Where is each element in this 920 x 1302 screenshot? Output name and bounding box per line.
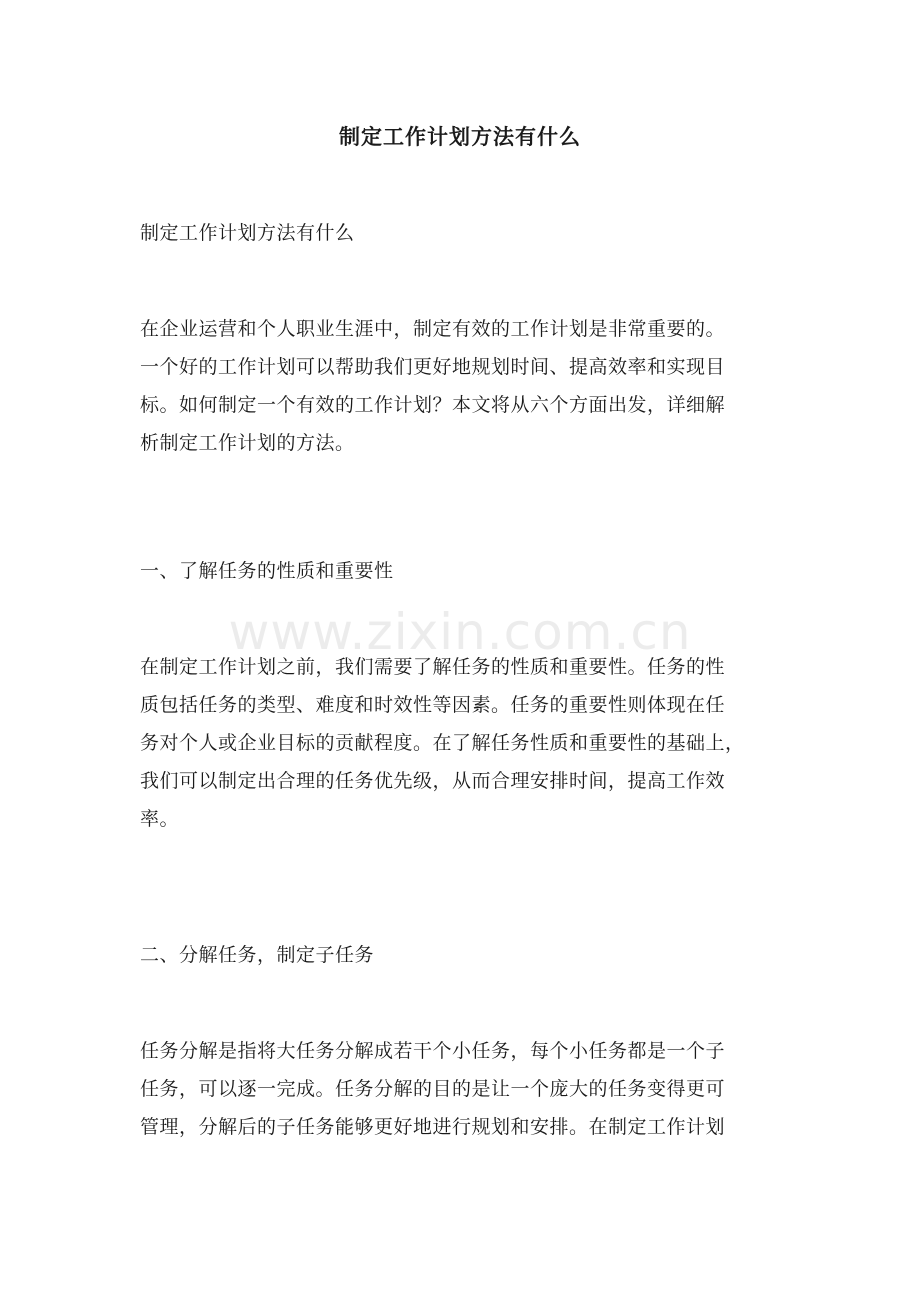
section-2-heading	[140, 936, 790, 974]
paragraph-line: 务对个人或企业目标的贡献程度。在了解任务性质和重要性的基础上，	[140, 732, 745, 754]
section-1-paragraph	[140, 648, 790, 838]
heading-text: 一、了解任务的性质和重要性	[140, 560, 394, 582]
paragraph-line: 质包括任务的类型、难度和时效性等因素。任务的重要性则体现在任	[140, 694, 726, 716]
paragraph-line: 一个好的工作计划可以帮助我们更好地规划时间、提高效率和实现目	[140, 356, 726, 378]
section-1-heading	[140, 552, 790, 590]
document-title: 制定工作计划方法有什么	[339, 124, 581, 149]
paragraph-line: 标。如何制定一个有效的工作计划？本文将从六个方面出发，详细解	[140, 394, 726, 416]
paragraph-line: 在制定工作计划之前，我们需要了解任务的性质和重要性。任务的性	[140, 656, 726, 678]
paragraph-line: 在企业运营和个人职业生涯中，制定有效的工作计划是非常重要的。	[140, 318, 726, 340]
paragraph-line: 析制定工作计划的方法。	[140, 432, 355, 454]
paragraph-line: 率。	[140, 808, 180, 830]
paragraph-line: 任务分解是指将大任务分解成若干个小任务，每个小任务都是一个子	[140, 1040, 726, 1062]
paragraph-line: 我们可以制定出合理的任务优先级，从而合理安排时间，提高工作效	[140, 770, 726, 792]
heading-text: 二、分解任务，制定子任务	[140, 944, 375, 966]
document-subtitle	[140, 214, 790, 252]
watermark: www.zixin.com.cn	[228, 603, 692, 661]
paragraph-line: 任务，可以逐一完成。任务分解的目的是让一个庞大的任务变得更可	[140, 1078, 726, 1100]
intro-paragraph	[140, 310, 790, 462]
section-2-paragraph	[140, 1032, 790, 1146]
subtitle-text: 制定工作计划方法有什么	[140, 222, 355, 244]
paragraph-line: 管理，分解后的子任务能够更好地进行规划和安排。在制定工作计划	[140, 1116, 726, 1138]
